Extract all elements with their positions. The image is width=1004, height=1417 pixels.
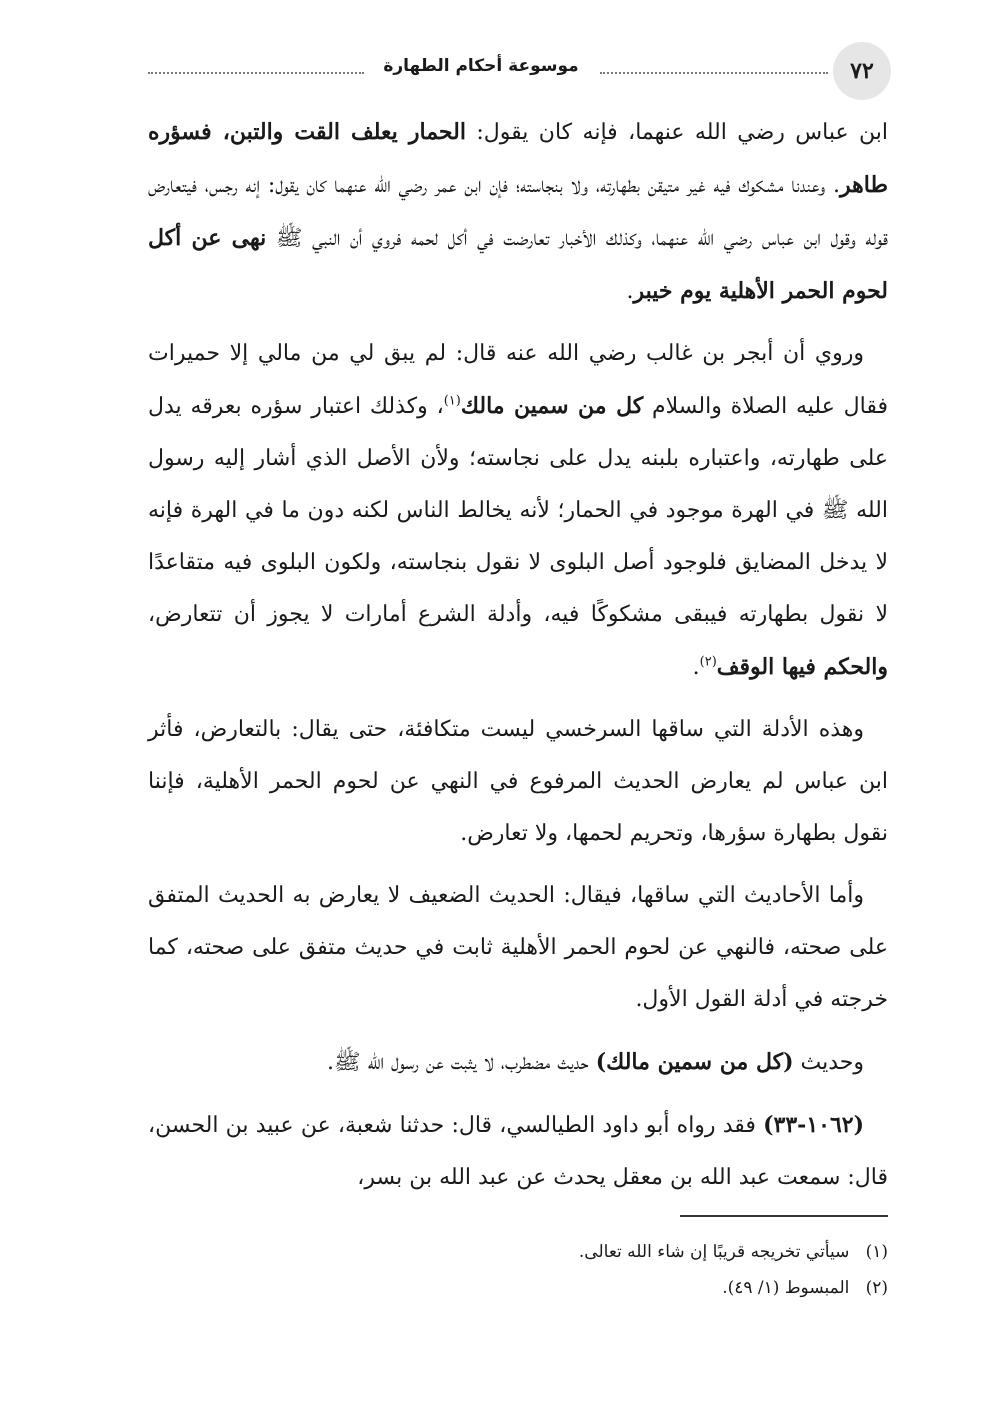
p1-text-c: . وعندنا مشكوك فيه غير متيقن بطهارته، ولا بنجاسته؛ فإن ابن عمر رضي الله عنهما كان يقول: إنه رجس، فيتعارض قوله وقول ابن عباس رضي الله عنهما، وكذلك الأخبار تعارضت في أكل لحمه فروي أن النبي ﷺ: [148, 173, 888, 251]
paragraph-6: [148, 1099, 888, 1204]
p2-text-a: وروي أن أبجر بن غالب رضي الله عنه قال: لم يبق لي من مالي إلا حميرات فقال عليه الصلاة والسلام: [148, 341, 888, 419]
header-dotted-rule-left: [148, 72, 364, 74]
paragraph-1: [148, 106, 888, 318]
p2-bold-hadith: كل من سمين مالك: [460, 393, 644, 419]
footnotes: [148, 1234, 888, 1306]
footnote-2-number: (٢): [865, 1278, 888, 1298]
page-number: ٧٢: [850, 58, 874, 84]
paragraph-4: [148, 870, 888, 1026]
p6-text: فقد رواه أبو داود الطيالسي، قال: حدثنا شعبة، عن عبيد بن الحسن، قال: سمعت عبد الله بن معقل يحدث عن عبد الله بن بسر،: [148, 1113, 888, 1190]
running-title: موسوعة أحكام الطهارة: [383, 56, 579, 76]
p3-text: وهذه الأدلة التي ساقها السرخسي ليست متكافئة، حتى يقال: بالتعارض، فأثر ابن عباس لم يعارض الحديث المرفوع في النهي عن لحوم الحمر الأهلية، فإننا نقول بطهارة سؤرها، وتحريم لحمها، ولا تعارض.: [148, 717, 888, 846]
p2-text-c: ، وكذلك اعتبار سؤره بعرقه يدل على طهارته، واعتباره بلبنه يدل على نجاسته؛ ولأن الأصل الذي أشار إليه رسول الله ﷺ في الهرة موجود في الحمار؛ لأنه يخالط الناس لكنه دون ما في الهرة فإنه لا يدخل المضايق فلوجود أصل البلوى لا نقول بنجاسته، ولكون البلوى فيه متقاعدًا لا نقول بطهارته فيبقى مشكوكًا فيه، وأدلة الشرع أمارات لا يجوز أن تتعارض،: [148, 394, 888, 627]
footnote-2: [148, 1270, 888, 1306]
header-dotted-rule-right: [600, 72, 828, 74]
hadith-number: (١٠٦٢-٣٣): [763, 1112, 864, 1138]
p2-text-e: .: [692, 655, 700, 680]
footnote-1-number: (١): [865, 1242, 888, 1262]
p5-text-a: وحديث: [793, 1050, 864, 1075]
p1-bold-quote: الحمار يعلف القت والتبن، فسؤره طاهر: [148, 119, 888, 198]
p1-text-e: .: [626, 279, 634, 304]
footnote-separator: [680, 1215, 888, 1217]
paragraph-5: [148, 1036, 888, 1089]
paragraph-3: [148, 704, 888, 860]
footnote-2-text: المبسوط (١/ ٤٩).: [722, 1278, 850, 1298]
footnote-1: [148, 1234, 888, 1270]
p2-bold-ruling: والحكم فيها الوقف: [716, 654, 888, 680]
p4-text: وأما الأحاديث التي ساقها، فيقال: الحديث الضعيف لا يعارض به الحديث المتفق على صحته، فالنهي عن لحوم الحمر الأهلية ثابت في حديث متفق على صحته، كما خرجته في أدلة القول الأول.: [148, 883, 888, 1012]
p1-text-a: ابن عباس رضي الله عنهما، فإنه كان يقول:: [465, 120, 889, 145]
footnote-ref-2[interactable]: (٢): [699, 654, 717, 670]
p1-bold-hadith: نهى عن أكل لحوم الحمر الأهلية يوم خيبر: [148, 225, 888, 304]
paragraph-2: [148, 328, 888, 694]
p5-bold-hadith: (كل من سمين مالك): [595, 1049, 794, 1075]
main-text: [148, 106, 888, 1204]
footnote-1-text: سيأتي تخريجه قريبًا إن شاء الله تعالى.: [578, 1242, 850, 1262]
footnote-ref-1[interactable]: (١): [443, 393, 461, 409]
page-number-badge: [833, 42, 891, 100]
p5-text-c: حديث مضطرب، لا يثبت عن رسول الله ﷺ.: [327, 1050, 596, 1075]
